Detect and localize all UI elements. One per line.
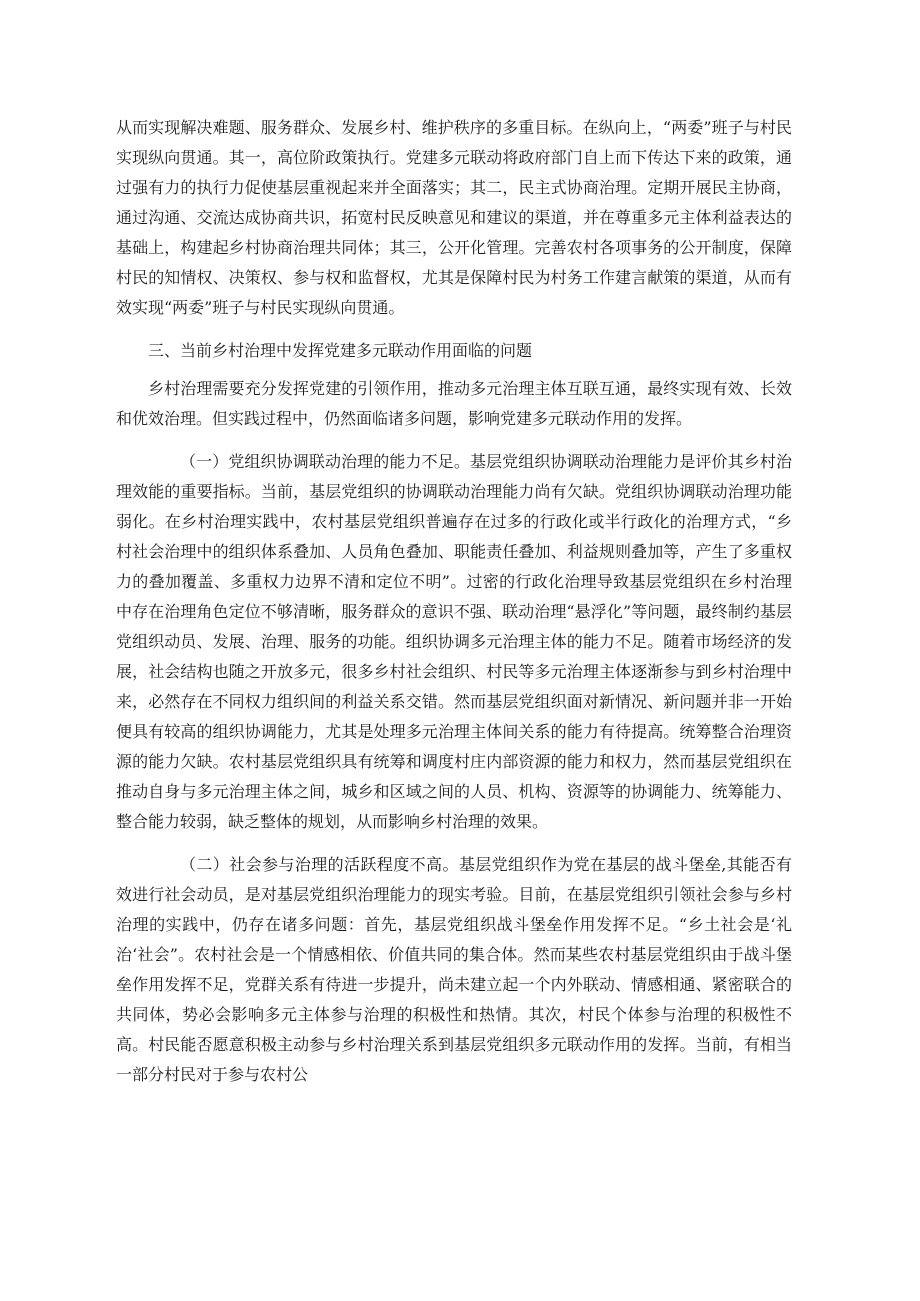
paragraph-continuation: 从而实现解决难题、服务群众、发展乡村、维护秩序的多重目标。在纵向上，“两委”班子与村民实现纵向贯通。其一，高位阶政策执行。党建多元联动将政府部门自上而下传达下来的政策，通过强有力的执行力促使基层重视起来并全面落实；其二，民主式协商治理。定期开展民主协商，通过沟通、交流达成协商共识，拓宽村民反映意见和建议的渠道，并在尊重多元主体利益表达的基础上，构建起乡村协商治理共同体；其三，公开化管理。完善农村各项事务的公开制度，保障村民的知情权、决策权、参与权和监督权，尤其是保障村民为村务工作建言献策的渠道，从而有效实现“两委”班子与村民实现纵向贯通。 <box>116 118 792 317</box>
paragraph-intro: 乡村治理需要充分发挥党建的引领作用，推动多元治理主体互联互通，最终实现有效、长效和优效治理。但实践过程中，仍然面临诸多问题，影响党建多元联动作用的发挥。 <box>116 379 792 428</box>
section-heading: 三、当前乡村治理中发挥党建多元联动作用面临的问题 <box>148 341 533 360</box>
paragraph-subsection-2: （二）社会参与治理的活跃程度不高。基层党组织作为党在基层的战斗堡垒,其能否有效进行社会动员，是对基层党组织治理能力的现实考验。目前，在基层党组织引领社会参与乡村治理的实践中，仍存在诸多问题：首先，基层党组织战斗堡垒作用发挥不足。“乡土社会是‘礼治‘社会”。农村社会是一个情感相依、价值共同的集合体。然而某些农村基层党组织由于战斗堡垒作用发挥不足，党群关系有待进一步提升，尚未建立起一个内外联动、情感相通、紧密联合的共同体，势必会影响多元主体参与治理的积极性和热情。其次，村民个体参与治理的积极性不高。村民能否愿意积极主动参与乡村治理关系到基层党组织多元联动作用的发挥。当前，有相当一部分村民对于参与农村公 <box>116 855 792 1084</box>
document-page <box>116 113 792 1103</box>
paragraph-subsection-1: （一）党组织协调联动治理的能力不足。基层党组织协调联动治理能力是评价其乡村治理效能的重要指标。当前，基层党组织的协调联动治理能力尚有欠缺。党组织协调联动治理功能弱化。在乡村治理实践中，农村基层党组织普遍存在过多的行政化或半行政化的治理方式，“乡村社会治理中的组织体系叠加、人员角色叠加、职能责任叠加、利益规则叠加等，产生了多重权力的叠加覆盖、多重权力边界不清和定位不明”。过密的行政化治理导致基层党组织在乡村治理中存在治理角色定位不够清晰，服务群众的意识不强、联动治理“悬浮化”等问题，最终制约基层党组织动员、发展、治理、服务的功能。组织协调多元治理主体的能力不足。随着市场经济的发展，社会结构也随之开放多元，很多乡村社会组织、村民等多元治理主体逐渐参与到乡村治理中来，必然存在不同权力组织间的利益关系交错。然而基层党组织面对新情况、新问题并非一开始便具有较高的组织协调能力，尤其是处理多元治理主体间关系的能力有待提高。统筹整合治理资源的能力欠缺。农村基层党组织具有统筹和调度村庄内部资源的能力和权力，然而基层党组织在推动自身与多元治理主体之间，城乡和区域之间的人员、机构、资源等的协调能力、统筹能力、整合能力较弱，缺乏整体的规划，从而影响乡村治理的效果。 <box>116 452 792 831</box>
